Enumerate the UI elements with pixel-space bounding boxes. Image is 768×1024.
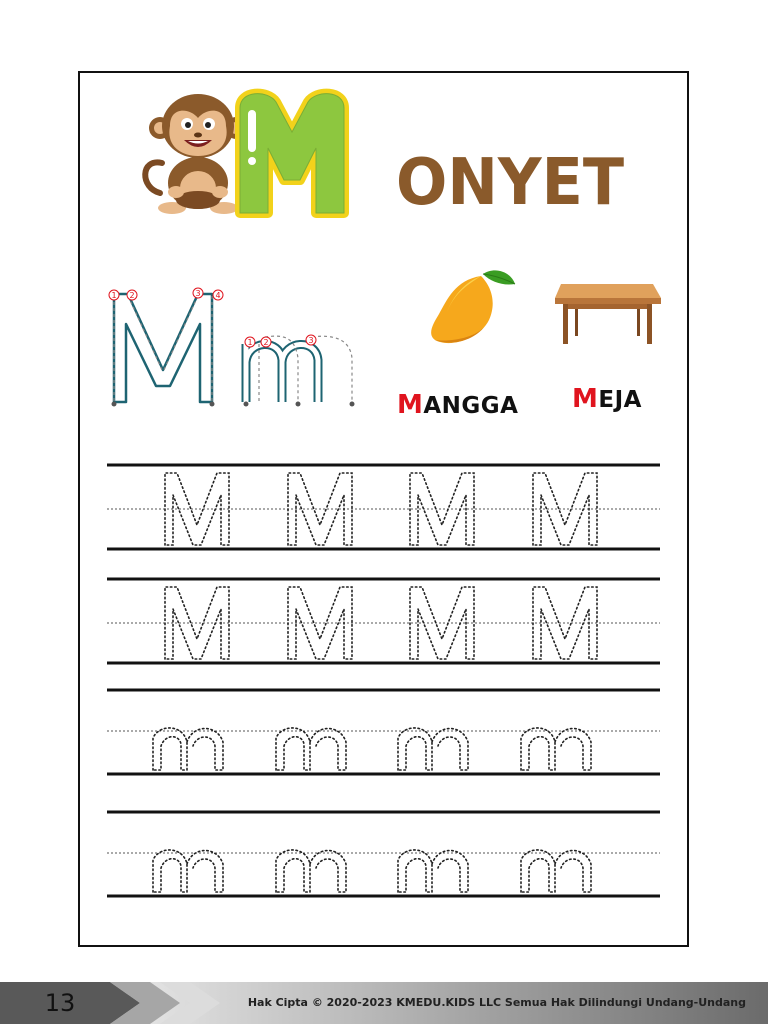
word-rest: ANGGA [423, 393, 519, 419]
step-marker: 3 [195, 289, 201, 298]
word-initial: M [572, 384, 599, 414]
step-marker: 3 [308, 336, 314, 345]
word-initial: M [397, 390, 424, 420]
copyright-text: Hak Cipta © 2020-2023 KMEDU.KIDS LLC Semua Hak Dilindungi Undang-Undang [247, 996, 746, 1009]
word-rest: EJA [598, 387, 642, 413]
dotted-letter-lower-m [398, 728, 468, 770]
step-marker: 4 [215, 291, 221, 300]
step-marker: 1 [111, 291, 117, 300]
step-marker: 2 [129, 291, 135, 300]
dotted-letter-lower-m [276, 728, 346, 770]
step-marker: 1 [247, 338, 253, 347]
dotted-letter-lower-m [521, 728, 591, 770]
title-rest-text: ONYET [396, 146, 625, 220]
practice-row [107, 465, 660, 549]
page-number: 13 [44, 989, 76, 1017]
step-marker: 2 [263, 338, 269, 347]
dotted-letter-lower-m [153, 850, 223, 892]
dotted-letter-lower-m [276, 850, 346, 892]
practice-row [107, 812, 660, 896]
practice-row [107, 579, 660, 663]
dotted-letter-lower-m [398, 850, 468, 892]
practice-row [107, 690, 660, 774]
dotted-letter-lower-m [153, 728, 223, 770]
dotted-letter-lower-m [521, 850, 591, 892]
